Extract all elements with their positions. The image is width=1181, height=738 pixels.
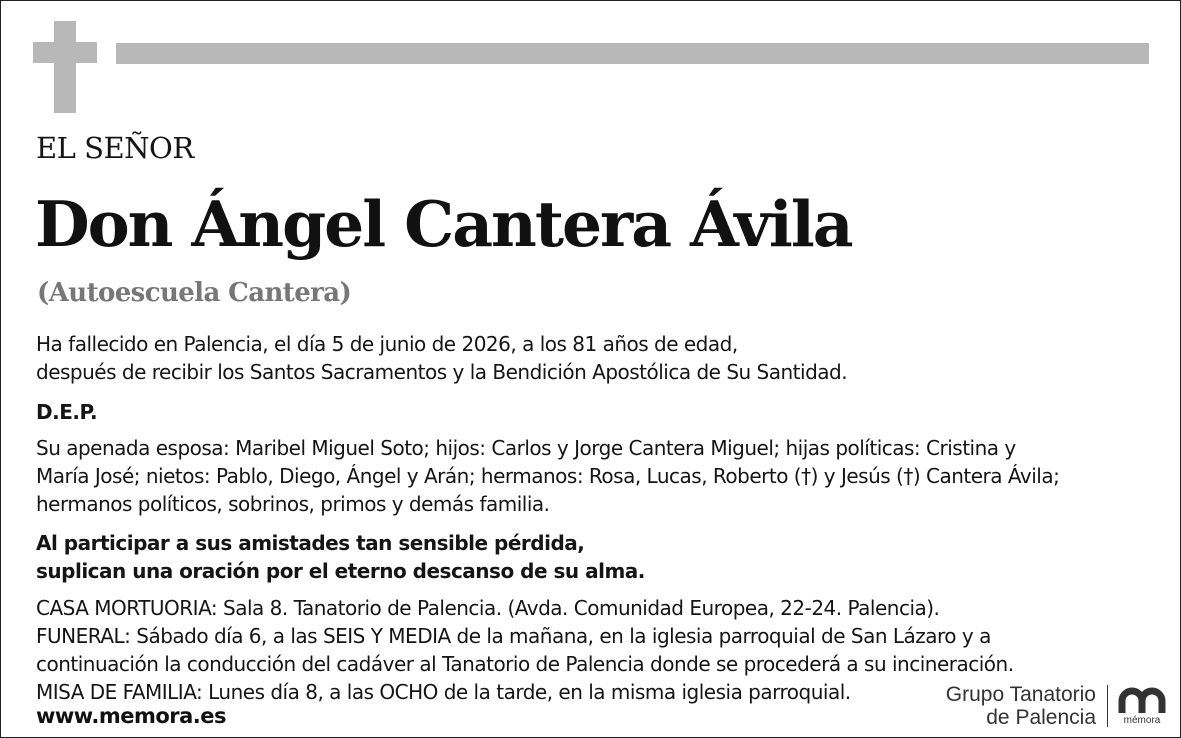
services: [36, 594, 1014, 706]
family-line: hermanos políticos, sobrinos, primos y demás familia.: [36, 492, 550, 516]
deceased-name: Don Ángel Cantera Ávila: [35, 187, 852, 261]
family-list: [36, 434, 1059, 518]
family-line: Su apenada esposa: Maribel Miguel Soto; hijos: Carlos y Jorge Cantera Miguel; hijas políticas: Cristina y: [36, 436, 1016, 460]
honorific-title: EL SEÑOR: [36, 131, 194, 165]
brand-line: Grupo Tanatorio: [945, 683, 1096, 706]
deceased-subtitle: (Autoescuela Cantera): [37, 278, 352, 308]
service-line: FUNERAL: Sábado día 6, a las SEIS Y MEDIA de la mañana, en la iglesia parroquial de San Lázaro y a: [36, 624, 991, 648]
header-bar: [116, 43, 1149, 64]
cross-icon: [54, 21, 76, 113]
plea-line: Al participar a sus amistades tan sensible pérdida,: [36, 531, 585, 555]
logo-wordmark: mémora: [1123, 715, 1161, 726]
brand-line: de Palencia: [986, 706, 1096, 729]
cross-icon-arm: [33, 42, 97, 63]
brand-divider: [1107, 685, 1108, 727]
website-link[interactable]: www.memora.es: [36, 704, 227, 728]
plea: [36, 529, 645, 585]
plea-line: suplican una oración por el eterno descanso de su alma.: [36, 559, 645, 583]
death-notice-line: después de recibir los Santos Sacramentos y la Bendición Apostólica de Su Santidad.: [36, 360, 848, 384]
service-line: MISA DE FAMILIA: Lunes día 8, a las OCHO de la tarde, en la misma iglesia parroquial.: [36, 680, 851, 704]
service-line: continuación la conducción del cadáver al Tanatorio de Palencia donde se procederá a su incineración.: [36, 652, 1014, 676]
family-line: María José; nietos: Pablo, Diego, Ángel y Arán; hermanos: Rosa, Lucas, Roberto (†) y Jesús (†) Cantera Ávila;: [36, 464, 1060, 488]
dep-label: D.E.P.: [36, 400, 98, 424]
service-line: CASA MORTUORIA: Sala 8. Tanatorio de Palencia. (Avda. Comunidad Europea, 22-24. Palencia).: [36, 596, 940, 620]
death-notice: [36, 330, 847, 386]
brand-name: [901, 683, 1096, 729]
death-notice-line: Ha fallecido en Palencia, el día 5 de junio de 2026, a los 81 años de edad,: [36, 332, 738, 356]
